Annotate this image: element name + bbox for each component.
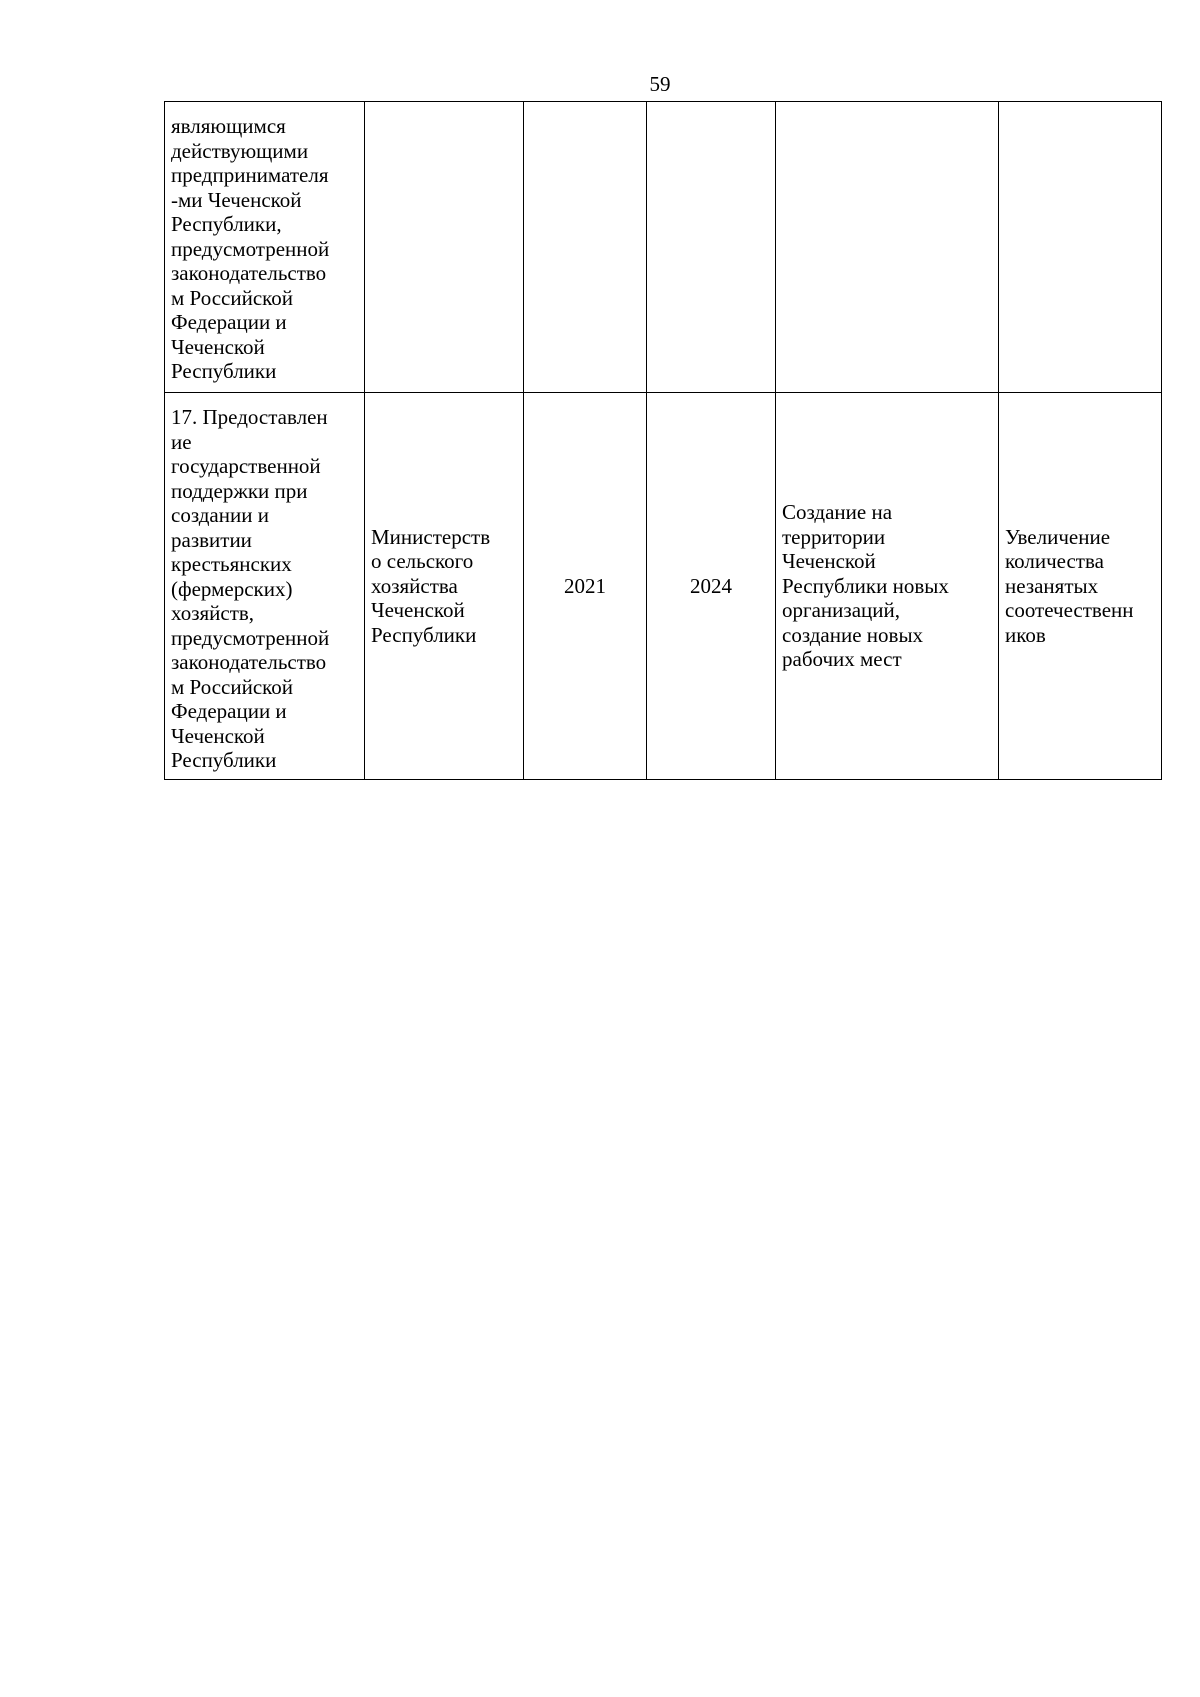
effect-cell [999,393,1162,780]
start-year-text: 2021 [564,573,606,598]
end-year-text: 2024 [690,573,732,598]
executor-text: Министерств о сельского хозяйства Чеченской Республики [371,524,491,647]
result-text: Создание на территории Чеченской Республики новых организаций, создание новых рабочих мест [782,500,949,671]
end-year-cell [647,393,776,780]
measure-cell [165,102,365,393]
end-year-cell [647,102,776,393]
table-row [165,102,1162,393]
effect-text: Увеличение количества незанятых соотечественн иков [1005,524,1134,647]
result-cell [776,393,999,780]
measure-cell [165,393,365,780]
effect-cell [999,102,1162,393]
start-year-cell [524,393,647,780]
measure-text: являющимся действующими предпринимателя -ми Чеченской Республики, предусмотренной законодательство м Российской Федерации и Чеченской Республики [171,114,330,383]
measure-text: 17. Предоставлен ие государственной поддержки при создании и развитии крестьянских (фермерских) хозяйств, предусмотренной законодательство м Российской Федерации и Чеченской Республики [171,405,330,772]
executor-cell [365,102,524,393]
measures-table [164,101,1162,780]
page-number: 59 [649,72,671,96]
executor-cell [365,393,524,780]
start-year-cell [524,102,647,393]
table-row [165,393,1162,780]
result-cell [776,102,999,393]
